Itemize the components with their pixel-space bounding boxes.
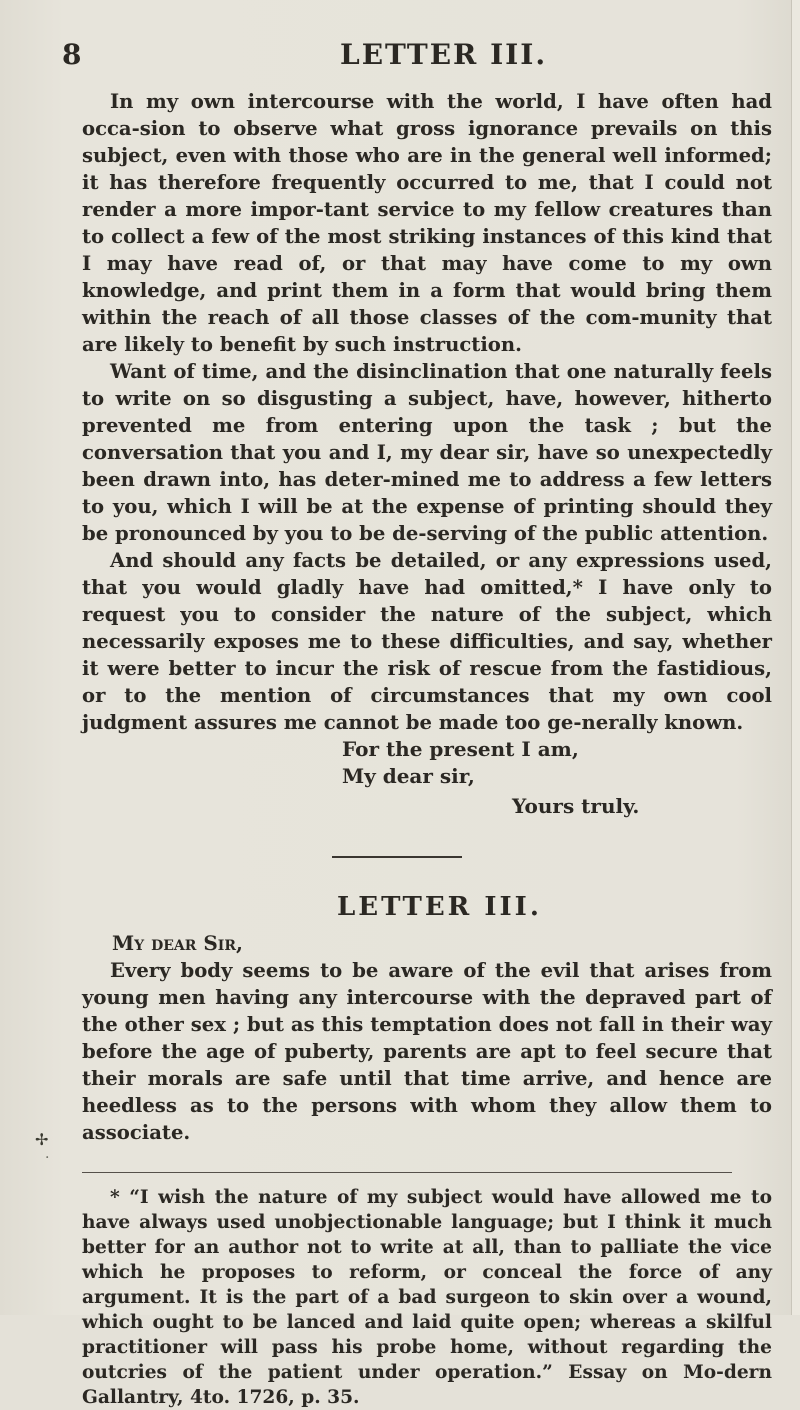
section-divider — [332, 856, 462, 858]
salutation-text: My dear Sir, — [112, 931, 243, 955]
paragraph-3: And should any facts be detailed, or any expressions used, that you would gladly have had omitted,* I have only to request you to consider the nature of the subject, which necessarily exposes me to these difficulties, and say, whether it were better to incur the risk of rescue from the fastidious, or to the mention of circumstances that my own cool judgment assures me cannot be made too ge-nerally known. — [82, 549, 772, 734]
margin-ink-mark-icon: ✢ — [35, 1130, 49, 1149]
paragraph-1: In my own intercourse with the world, I have often had occa-sion to observe what gross ignorance prevails on this subject, even with those who are in the general well informed; it has therefore frequently occurred to me, that I could not render a more impor-tant service to my fellow creatures than to collect a few of the most striking instances of this kind that I may have read of, or that may have come to my own knowledge, and print them in a form that would bring them within the reach of all those classes of the com-munity that are likely to benefit by such instruction. — [82, 90, 772, 356]
paragraph-2: Want of time, and the disinclination that one naturally feels to write on so disgusting a subject, have, however, hitherto prevented me from entering upon the task ; but the conversation that you and I, my dear sir, have so unexpectedly been drawn into, has deter-mined me to address a few letters to you, which I will be at the expense of printing should they be pronounced by you to be de-serving of the public attention. — [82, 360, 772, 545]
letter-title: LETTER III. — [337, 892, 542, 922]
body-text — [82, 88, 772, 1410]
page-edge — [791, 0, 800, 1315]
footnote: * “I wish the nature of my subject would have allowed me to have always used unobjectionable language; but I think it much better for an author not to write at all, than to palliate the vice which he proposes to reform, or conceal the force of any argument. It is the part of a bad surgeon to skin over a wound, which ought to be lanced and laid quite open; whereas a skilful practitioner will pass his probe home, without regarding the outcries of the patient under operation.” Essay on Mo-dern Gallantry, 4to. 1726, p. 35. — [82, 1187, 772, 1408]
salutation — [112, 930, 772, 957]
running-head: LETTER III. — [340, 38, 548, 71]
page-header — [0, 38, 800, 78]
margin-dot-icon: · — [45, 1150, 50, 1166]
footnote-divider — [82, 1172, 732, 1173]
page-number: 8 — [62, 38, 82, 71]
letter-body: Every body seems to be aware of the evil that arises from young men having any intercourse with the depraved part of the other sex ; but as this temptation does not fall in their way before the age of puberty, parents are apt to feel secure that their morals are safe until that time arrive, and hence are heedless as to the persons with whom they allow them to associate. — [82, 959, 772, 1144]
letter-closing — [82, 736, 772, 820]
closing-line-2: My dear sir, — [342, 764, 475, 788]
closing-signoff: Yours truly. — [512, 794, 640, 818]
closing-line-1: For the present I am, — [342, 737, 579, 761]
